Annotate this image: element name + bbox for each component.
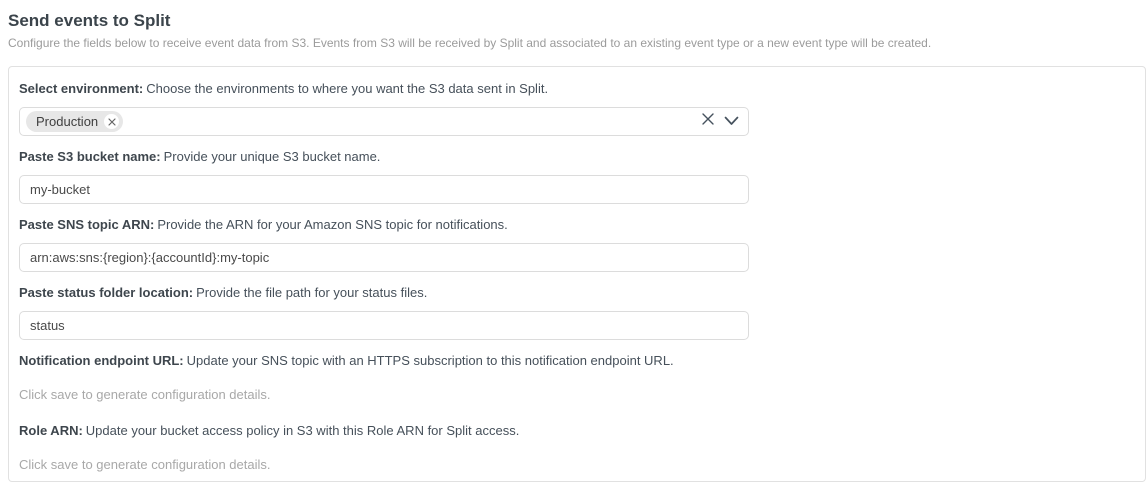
status-folder-field-label: [19, 285, 1135, 300]
bucket-description: Provide your unique S3 bucket name.: [163, 149, 381, 164]
environment-select[interactable]: [19, 107, 749, 136]
sns-topic-field-label: [19, 217, 1135, 232]
open-dropdown-button[interactable]: [724, 113, 739, 131]
environment-tag-label: Production: [36, 114, 99, 129]
bucket-label: Paste S3 bucket name:: [19, 149, 161, 164]
role-arn-pending-text: Click save to generate configuration details.: [19, 457, 271, 472]
status-folder-label: Paste status folder location:: [19, 285, 194, 300]
s3-bucket-input[interactable]: [19, 175, 749, 204]
notification-endpoint-field-label: [19, 353, 1135, 368]
bucket-field-label: [19, 149, 1135, 164]
x-icon: [108, 118, 116, 126]
remove-tag-button[interactable]: [104, 114, 119, 129]
status-folder-input[interactable]: [19, 311, 749, 340]
notification-endpoint-label: Notification endpoint URL:: [19, 353, 184, 368]
clear-selection-button[interactable]: [701, 112, 715, 131]
config-form-card: [8, 66, 1146, 482]
notification-endpoint-description: Update your SNS topic with an HTTPS subscription to this notification endpoint URL.: [186, 353, 674, 368]
sns-topic-description: Provide the ARN for your Amazon SNS topic for notifications.: [157, 217, 508, 232]
role-arn-field-label: [19, 423, 1135, 438]
page-title: Send events to Split: [8, 11, 171, 30]
role-arn-label: Role ARN:: [19, 423, 83, 438]
page-subtitle: Configure the fields below to receive event data from S3. Events from S3 will be received by Split and associated to an existing event type or a new event type will be created.: [8, 36, 932, 50]
environment-field-label: [19, 81, 1135, 96]
sns-topic-arn-input[interactable]: [19, 243, 749, 272]
role-arn-description: Update your bucket access policy in S3 with this Role ARN for Split access.: [85, 423, 520, 438]
environment-label: Select environment:: [19, 81, 144, 96]
status-folder-description: Provide the file path for your status files.: [196, 285, 428, 300]
chevron-down-icon: [724, 113, 739, 131]
notification-endpoint-pending-text: Click save to generate configuration details.: [19, 387, 271, 402]
sns-topic-label: Paste SNS topic ARN:: [19, 217, 155, 232]
environment-tag: [26, 111, 123, 132]
select-controls: [701, 108, 739, 135]
environment-description: Choose the environments to where you want the S3 data sent in Split.: [146, 81, 549, 96]
x-icon: [701, 112, 715, 131]
